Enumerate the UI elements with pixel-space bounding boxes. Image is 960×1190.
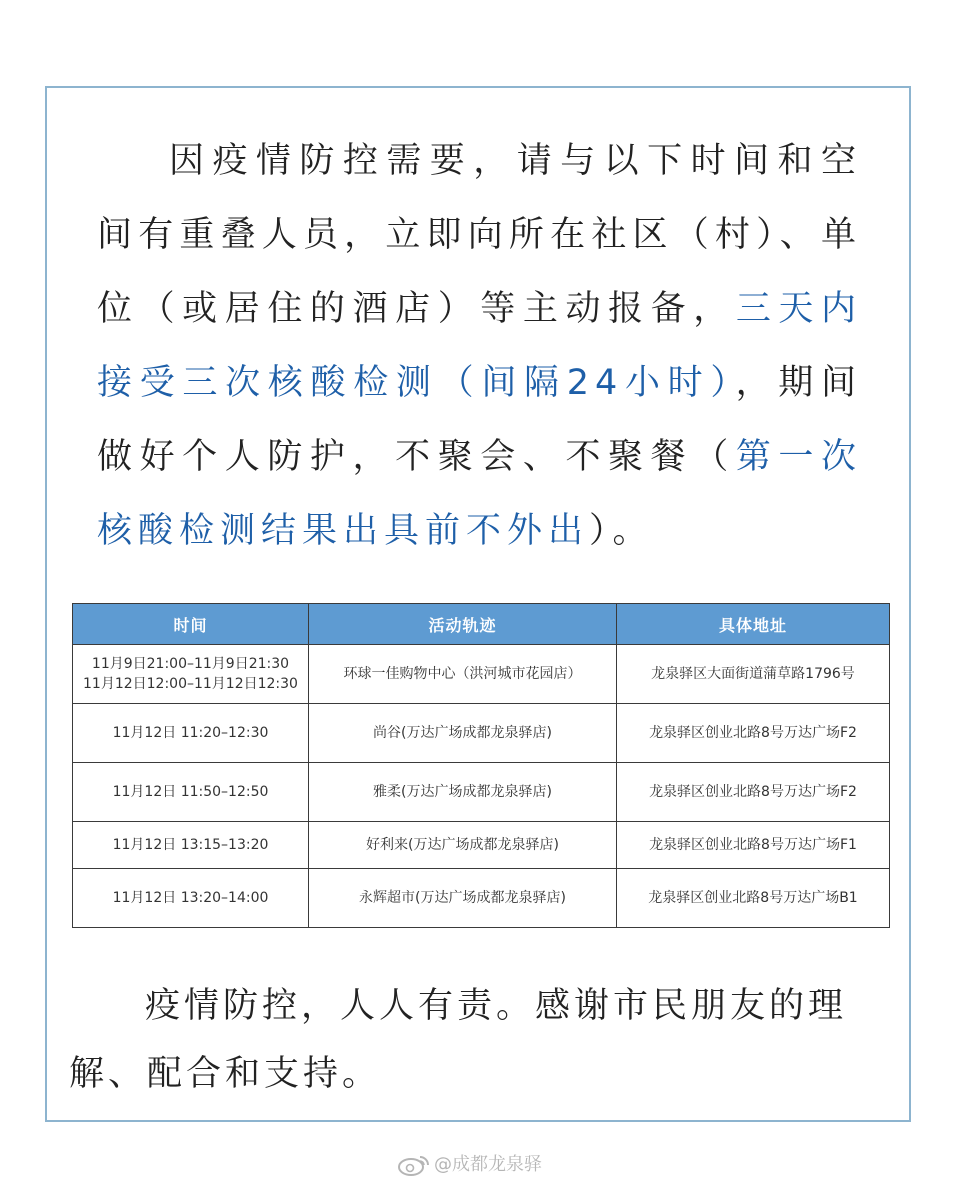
cell-place: 永辉超市(万达广场成都龙泉驿店) xyxy=(309,869,617,928)
table-row xyxy=(73,869,890,928)
intro-text-2: ，期间做好个人防护，不聚会、不聚餐（ xyxy=(97,363,862,477)
table-row xyxy=(73,763,890,822)
table-row xyxy=(73,645,890,704)
cell-place: 雅柔(万达广场成都龙泉驿店) xyxy=(309,763,617,822)
cell-time: 11月12日 13:20–14:00 xyxy=(73,869,309,928)
header-address: 具体地址 xyxy=(617,604,890,645)
cell-place: 尚谷(万达广场成都龙泉驿店) xyxy=(309,704,617,763)
cell-time: 11月12日 11:20–12:30 xyxy=(73,704,309,763)
notice-frame xyxy=(45,86,911,1122)
intro-text-3: ）。 xyxy=(589,511,654,551)
cell-address: 龙泉驿区创业北路8号万达广场B1 xyxy=(617,869,890,928)
cell-place: 环球一佳购物中心（洪河城市花园店） xyxy=(309,645,617,704)
table-header-row xyxy=(73,604,890,645)
cell-time: 11月12日 11:50–12:50 xyxy=(73,763,309,822)
cell-address: 龙泉驿区创业北路8号万达广场F2 xyxy=(617,763,890,822)
watermark-text: @成都龙泉驿 xyxy=(434,1154,542,1175)
intro-text-1: 因疫情防控需要，请与以下时间和空间有重叠人员，立即向所在社区（村）、单位（或居住的酒店）等主动报备， xyxy=(97,141,862,329)
weibo-icon xyxy=(398,1154,430,1176)
cell-address: 龙泉驿区大面街道蒲草路1796号 xyxy=(617,645,890,704)
weibo-watermark xyxy=(398,1150,542,1176)
closing-text: 疫情防控，人人有责。感谢市民朋友的理解、配合和支持。 xyxy=(69,986,848,1094)
time-line-2: 11月12日12:00–11月12日12:30 xyxy=(83,676,298,692)
notice-intro xyxy=(97,124,862,568)
header-time: 时间 xyxy=(73,604,309,645)
cell-time: 11月12日 13:15–13:20 xyxy=(73,822,309,869)
cell-place: 好利来(万达广场成都龙泉驿店) xyxy=(309,822,617,869)
table-row xyxy=(73,704,890,763)
intro-highlight-stay-home: 第一次核酸检测结果出具前不外出 xyxy=(97,437,862,551)
header-place: 活动轨迹 xyxy=(309,604,617,645)
table-row xyxy=(73,822,890,869)
trace-table xyxy=(72,603,890,928)
cell-address: 龙泉驿区创业北路8号万达广场F1 xyxy=(617,822,890,869)
cell-address: 龙泉驿区创业北路8号万达广场F2 xyxy=(617,704,890,763)
cell-time xyxy=(73,645,309,704)
intro-highlight-testing: 三天内接受三次核酸检测（间隔24小时） xyxy=(97,289,862,403)
time-line-1: 11月9日21:00–11月9日21:30 xyxy=(91,656,290,672)
